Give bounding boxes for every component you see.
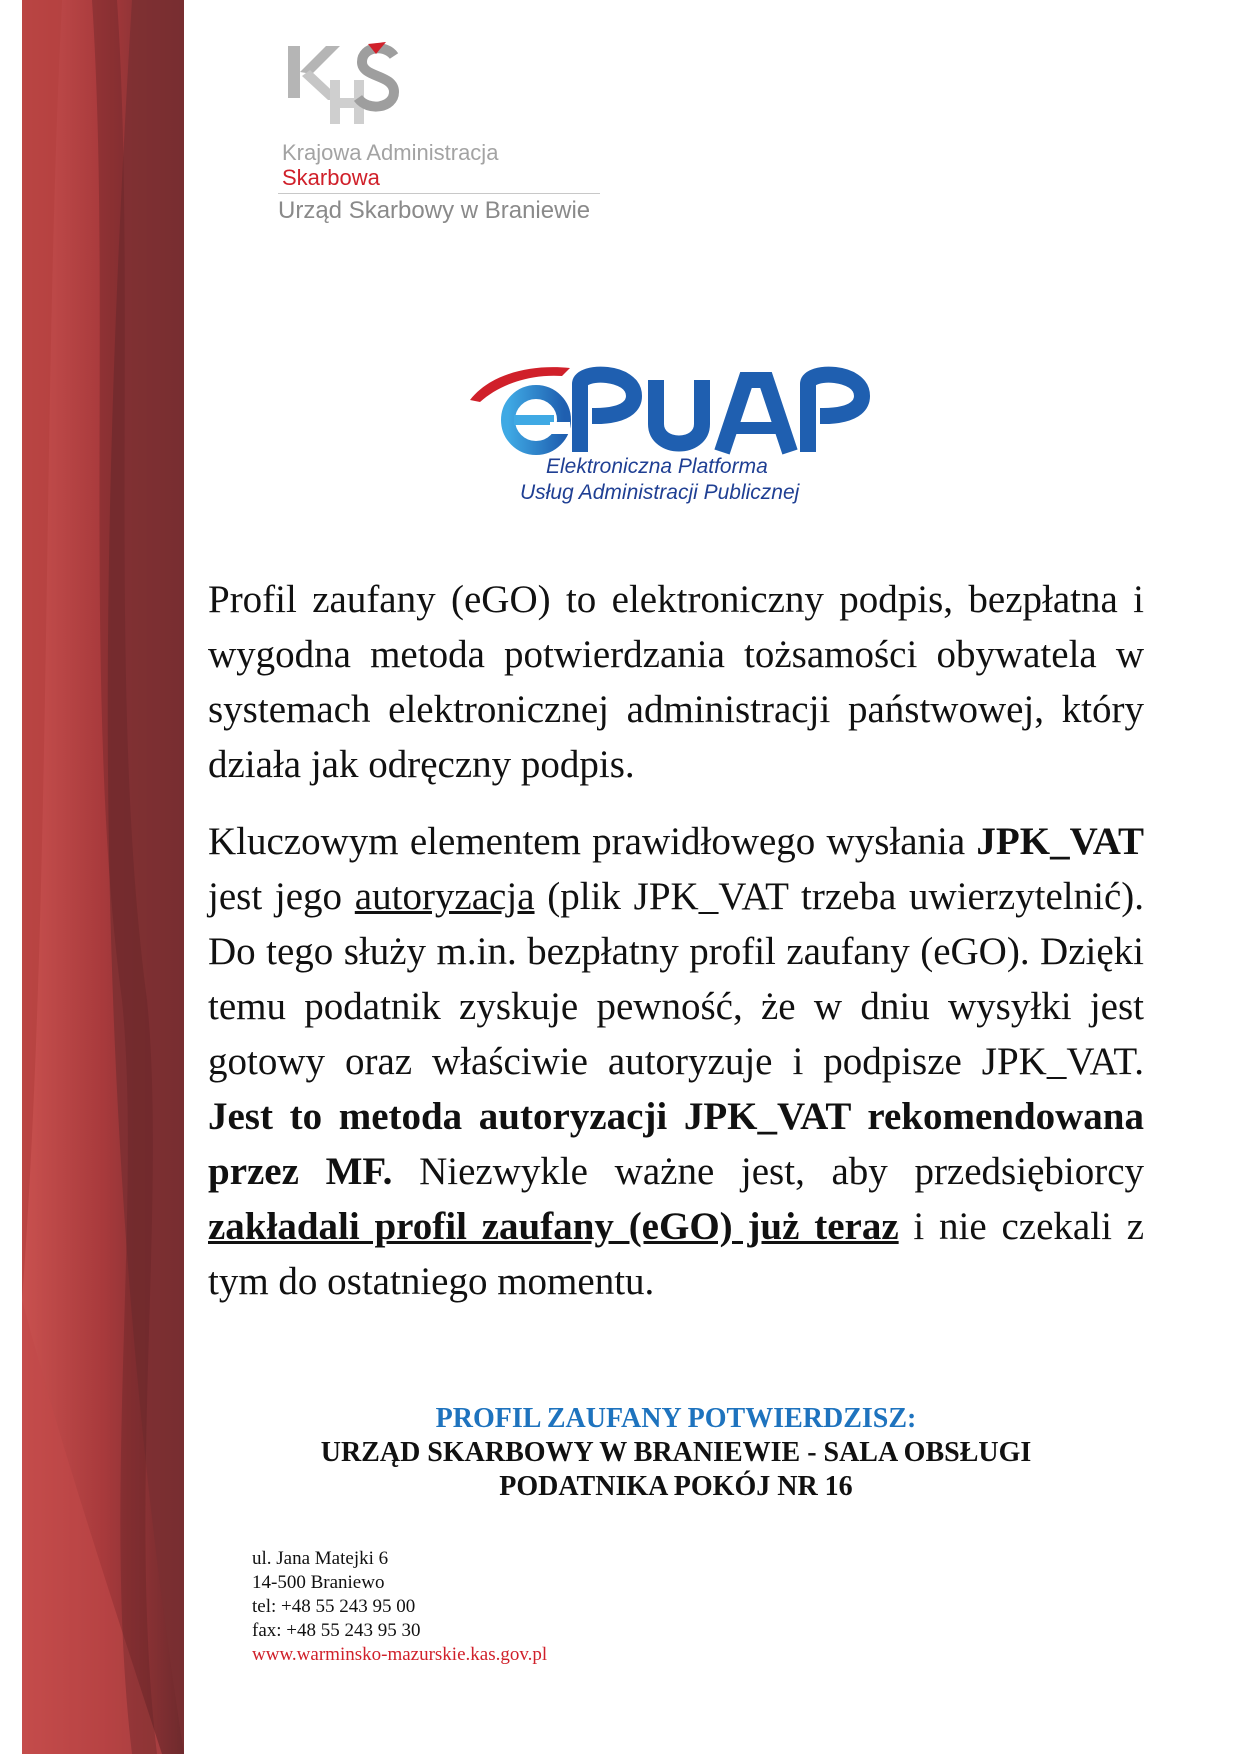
paragraph-intro: Profil zaufany (eGO) to elektroniczny podpis, bezpłatna i wygodna metoda potwierdzania tożsamości obywatela w systemach elektronicznej administracji państwowej, który działa jak odręczny podpis. bbox=[208, 578, 1144, 786]
text-run: i nie czekali z tym do ostatniego momentu. bbox=[208, 1205, 1145, 1303]
contact-phone: tel: +48 55 243 95 00 bbox=[252, 1596, 416, 1617]
cta-office-line1: URZĄD SKARBOWY W BRANIEWIE - SALA OBSŁUGI bbox=[320, 1437, 1032, 1468]
logo-divider bbox=[278, 193, 600, 194]
cta-heading: PROFIL ZAUFANY POTWIERDZISZ: bbox=[435, 1403, 917, 1434]
bold-underlined-run: zakładali profil zaufany (eGO) już teraz bbox=[208, 1205, 899, 1248]
body-text bbox=[208, 572, 1144, 1331]
epuap-subtitle-line1: Elektroniczna Platforma bbox=[546, 455, 768, 478]
cta-office bbox=[208, 1436, 1144, 1504]
kas-logo bbox=[278, 40, 618, 230]
decorative-side-band bbox=[22, 0, 184, 1754]
contact-street: ul. Jana Matejki 6 bbox=[252, 1548, 389, 1569]
office-name: Urząd Skarbowy w Braniewie bbox=[278, 197, 591, 224]
kas-emblem-icon bbox=[282, 40, 402, 130]
contact-block bbox=[252, 1547, 547, 1667]
epuap-subtitle-line2: Usług Administracji Publicznej bbox=[520, 481, 800, 504]
cta-office-line2: PODATNIKA POKÓJ NR 16 bbox=[499, 1471, 853, 1502]
paragraph-jpk-vat bbox=[208, 814, 1144, 1309]
bold-run: JPK_VAT bbox=[976, 820, 1144, 863]
contact-fax: fax: +48 55 243 95 30 bbox=[252, 1620, 421, 1641]
contact-website-link[interactable]: www.warminsko-mazurskie.kas.gov.pl bbox=[252, 1644, 548, 1665]
epuap-wordmark-icon bbox=[470, 360, 870, 460]
bold-run-recommendation: Jest to metoda autoryzacji JPK_VAT rekomendowana przez MF. bbox=[208, 1095, 1144, 1193]
text-run: jest jego bbox=[208, 875, 355, 918]
text-run: Niezwykle ważne jest, aby przedsiębiorcy bbox=[392, 1150, 1145, 1193]
text-run: (plik JPK_VAT trzeba uwierzytelnić). Do tego służy m.in. bezpłatny profil zaufany (eGO). Dzięki temu podatnik zyskuje pewność, że w dniu wysyłki jest gotowy oraz właściwie autoryzuje i podpisze JPK_VAT. bbox=[208, 875, 1144, 1083]
kas-name-line1: Krajowa Administracja bbox=[282, 140, 499, 165]
epuap-logo bbox=[470, 360, 890, 520]
underlined-run: autoryzacja bbox=[354, 875, 535, 918]
contact-city: 14-500 Braniewo bbox=[252, 1572, 385, 1593]
text-run: Kluczowym elementem prawidłowego wysłania bbox=[208, 820, 977, 863]
kas-name-line2: Skarbowa bbox=[282, 165, 380, 190]
